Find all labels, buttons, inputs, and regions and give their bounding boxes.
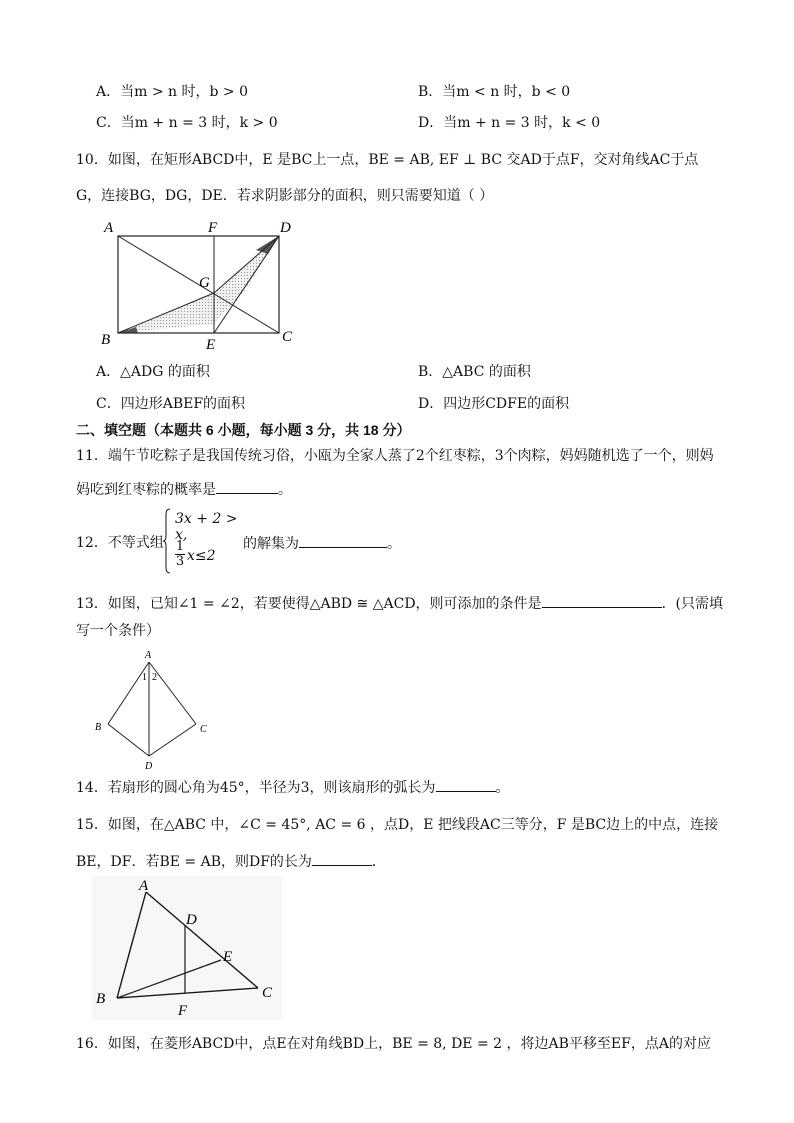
- q15-answer-blank[interactable]: [312, 851, 372, 866]
- q14-text-line: [76, 777, 510, 798]
- q13-figure-kite: [92, 648, 222, 774]
- q13-text-line1: [76, 593, 723, 614]
- q12-row2: x≤2: [187, 548, 216, 564]
- q14-text: 14．若扇形的圆心角为45°，半径为3，则该扇形的弧长为: [76, 780, 436, 796]
- q10-option-b: B．△ABC 的面积: [418, 364, 531, 380]
- q10-figure-rectangle: [96, 214, 306, 354]
- q12-row1: 3x + 2 > x,: [175, 511, 238, 543]
- label-c: C: [200, 724, 207, 735]
- q12-prefix: 12．不等式组: [76, 535, 164, 551]
- q11-text: 妈吃到红枣粽的概率是: [76, 482, 216, 498]
- q10-option-c: C．四边形ABEF的面积: [96, 396, 246, 412]
- label-c: C: [282, 329, 293, 345]
- label-f: F: [208, 220, 218, 236]
- label-f: F: [178, 1003, 188, 1019]
- q12-suffix: 的解集为: [243, 536, 299, 552]
- q9-option-c: C．当m + n = 3 时，k > 0: [96, 115, 278, 131]
- q10-option-d: D．四边形CDFE的面积: [418, 396, 570, 412]
- q11-end: 。: [278, 482, 292, 498]
- q13-text-line2: 写一个条件）: [76, 623, 160, 639]
- q15-figure-triangle: [92, 876, 282, 1020]
- q9-option-d: D．当m + n = 3 时，k < 0: [418, 115, 601, 131]
- label-e: E: [206, 337, 216, 353]
- label-c: C: [262, 985, 273, 1001]
- brace-icon: [163, 508, 171, 574]
- q12-answer-blank[interactable]: [299, 533, 387, 548]
- q11-text-line1: 11．端午节吃粽子是我国传统习俗，小瓯为全家人蒸了2个红枣粽，3个肉粽，妈妈随机选了一个，则妈: [76, 448, 714, 464]
- label-d: D: [145, 761, 153, 772]
- q10-option-a: A．△ADG 的面积: [96, 364, 210, 380]
- q12-fraction: [175, 540, 185, 569]
- q9-option-a: A．当m > n 时，b > 0: [96, 84, 248, 100]
- label-angle-2: 2: [152, 672, 157, 683]
- q9-option-b: B．当m < n 时，b < 0: [418, 84, 571, 100]
- q12-suffix-line: [243, 533, 401, 554]
- q11-answer-blank[interactable]: [216, 479, 278, 494]
- q13-text: 13．如图，已知∠1 = ∠2，若要使得△ABD ≅ △ACD，则可添加的条件是: [76, 596, 542, 612]
- label-b: B: [95, 722, 102, 733]
- q12-inequality-system: [163, 508, 243, 574]
- q14-answer-blank[interactable]: [436, 777, 496, 792]
- label-a: A: [139, 878, 149, 894]
- q15-text-line1: 15．如图，在△ABC 中，∠C = 45°, AC = 6 ，点D，E 把线段AC三等分，F 是BC边上的中点，连接: [76, 817, 719, 833]
- segment-bd: [108, 724, 149, 756]
- q12-frac-num: 1: [175, 539, 185, 554]
- q15-text-line2: [76, 851, 386, 872]
- q11-text-line2: [76, 479, 292, 500]
- q12-frac-den: 3: [175, 554, 185, 569]
- label-g: G: [199, 275, 210, 291]
- label-d: D: [280, 220, 291, 236]
- q13-answer-blank[interactable]: [542, 593, 662, 608]
- section-heading-fill-in: 二、填空题（本题共 6 小题，每小题 3 分，共 18 分）: [76, 422, 411, 438]
- label-d: D: [186, 912, 197, 928]
- q10-text-line1: 10．如图，在矩形ABCD中，E 是BC上一点，BE = AB, EF ⊥ BC 交AD于点F，交对角线AC于点: [76, 152, 699, 168]
- q12-end: 。: [387, 536, 401, 552]
- label-e: E: [223, 949, 233, 965]
- q16-text-line1: 16．如图，在菱形ABCD中，点E在对角线BD上，BE = 8, DE = 2 ，将边AB平移至EF，点A的对应: [76, 1036, 711, 1052]
- label-a: A: [104, 220, 114, 236]
- label-angle-1: 1: [142, 672, 147, 683]
- label-b: B: [101, 332, 111, 348]
- label-b: B: [96, 991, 106, 1007]
- q15-end: ．: [371, 854, 386, 870]
- label-a: A: [145, 650, 152, 661]
- segment-cd: [149, 724, 196, 756]
- q10-text-line2: G，连接BG，DG，DE．若求阴影部分的面积，则只需要知道（ ）: [76, 188, 494, 204]
- q14-end: 。: [495, 780, 510, 796]
- q13-text-end: ．(只需填: [661, 596, 724, 612]
- q15-text: BE，DF．若BE = AB，则DF的长为: [76, 854, 312, 870]
